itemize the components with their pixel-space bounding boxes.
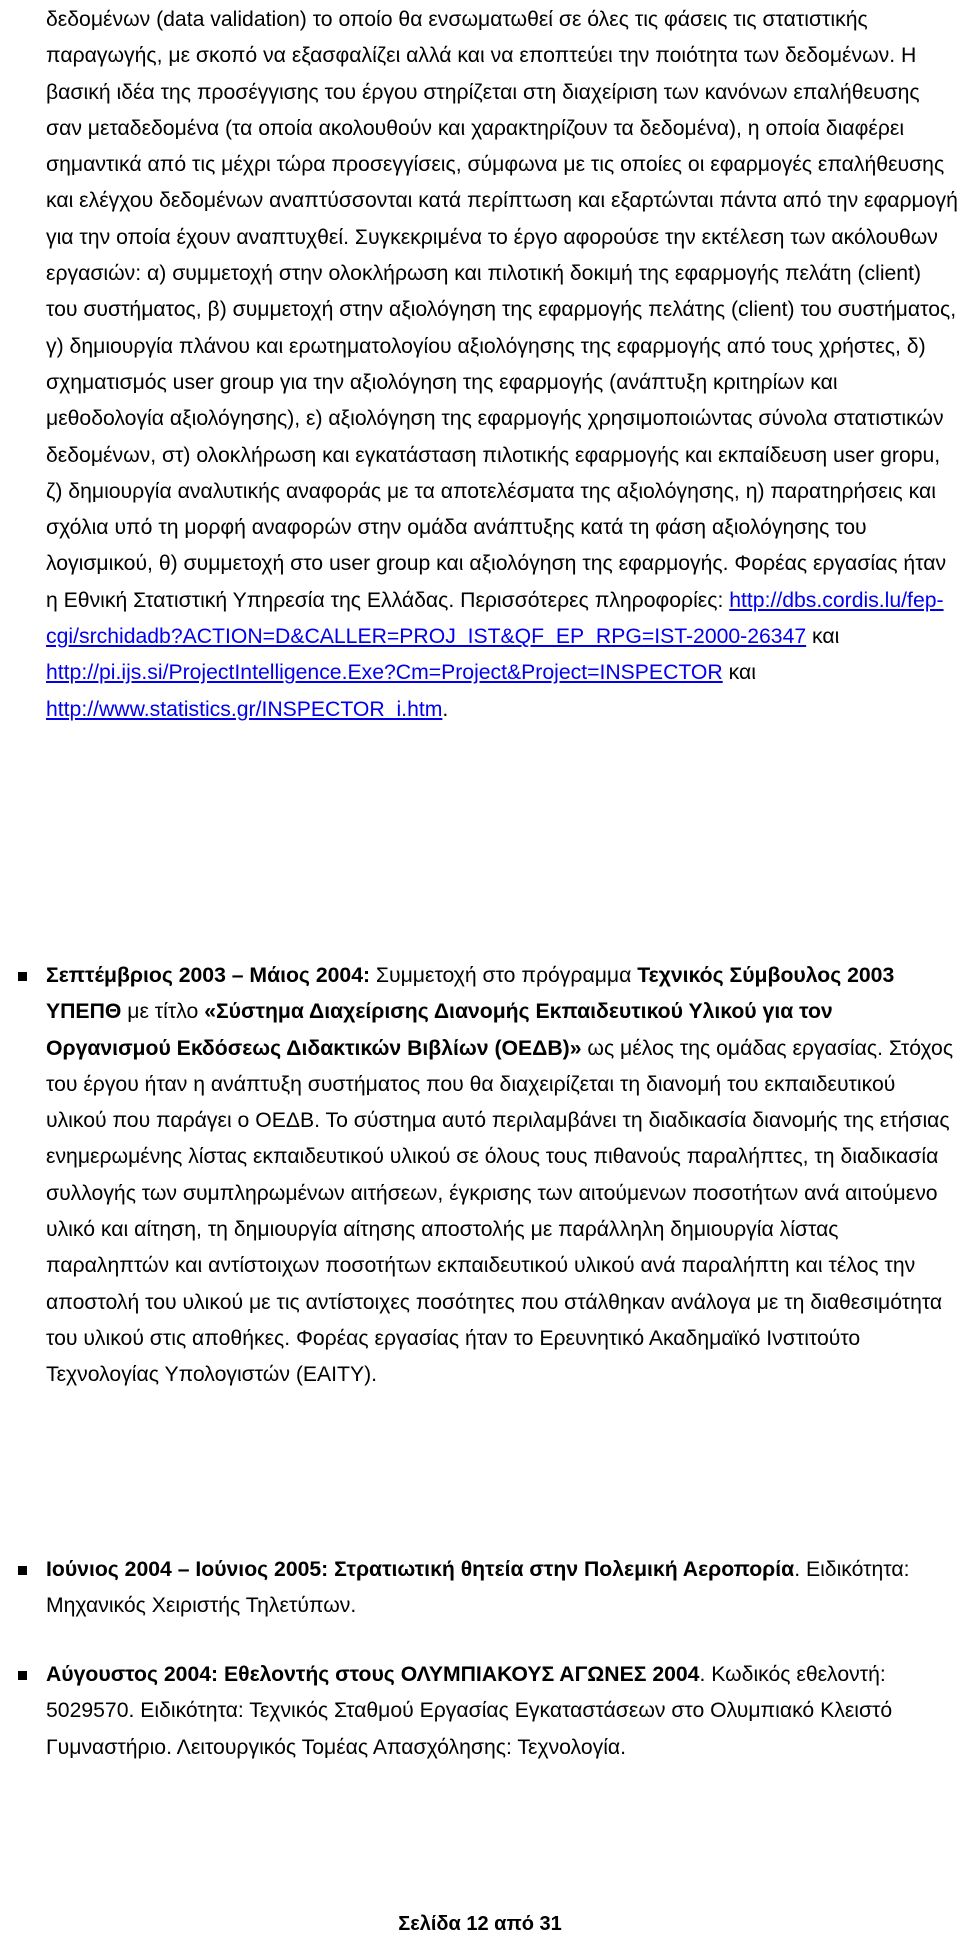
- conjunction-text: και: [722, 661, 756, 685]
- entry-date: Αύγουστος 2004:: [46, 1663, 219, 1686]
- paragraph-text: δεδομένων (data validation) το οποίο θα ενσωματωθεί σε όλες τις φάσεις τις στατιστικής παραγωγής, με σκοπό να εξασφαλίζει αλλά και να εποπτεύει την ποιότητα των δεδομένων. Η βασική ιδέα της προσέγγισης του έργου στηρίζεται στη διαχείριση των κανόνων επαλήθευσης σαν μεταδεδομένα (τα οποία ακολουθούν και χαρακτηρίζουν τα δεδομένα), η οποία διαφέρει σημαντικά από τις μέχρι τώρα προσεγγίσεις, σύμφωνα με τις οποίες οι εφαρμογές επαλήθευσης και ελέγχου δεδομένων αναπτύσσονται κατά περίπτωση και εξαρτώνται πάντα από την εφαρμογή για την οποία έχουν αναπτυχθεί. Συγκεκριμένα το έργο αφορούσε την εκτέλεση των ακόλουθων εργασιών: α) συμμετοχή στην ολοκλήρωση και πιλοτική δοκιμή της εφαρμογής πελάτη (client) του συστήματος, β) συμμετοχή στην αξιολόγηση της εφαρμογής πελάτης (client) του συστήματος, γ) δημιουργία πλάνου και ερωτηματολογίου αξιολόγησης της εφαρμογής από τους χρήστες, δ) σχηματισμός user group για την αξιολόγηση της εφαρμογής (ανάπτυξη κριτηρίων και μεθοδολογία αξιολόγησης), ε) αξιολόγηση της εφαρμογής χρησιμοποιώντας σύνολα στατιστικών δεδομένων, στ) ολοκλήρωση και εγκατάσταση πιλοτικής εφαρμογής και εκπαίδευση user gropu, ζ) δημιουργία αναλυτικής αναφοράς με τα αποτελέσματα της αξιολόγησης, η) παρατηρήσεις και σχόλια υπό τη μορφή αναφορών στην ομάδα ανάπτυξης κατά τη φάση αξιολόγησης του λογισμικού, θ) συμμετοχή στο user group και αξιολόγηση της εφαρμογής. Φορέας εργασίας ήταν η Εθνική Στατιστική Υπηρεσία της Ελλάδας. Περισσότερες πληροφορίες:: [46, 8, 958, 612]
- entry-date: Ιούνιος 2004 – Ιούνιος 2005:: [46, 1558, 329, 1581]
- program-name: Τεχνικός Σύμβουλος 2003 ΥΠΕΠΘ: [46, 964, 895, 1024]
- volunteer-title: Εθελοντής στους ΟΛΥΜΠΙΑΚΟΥΣ ΑΓΩΝΕΣ 2004: [223, 1663, 700, 1686]
- bullet-square-icon: [18, 972, 27, 981]
- entry-text: [46, 1552, 956, 1625]
- continuation-paragraph: [46, 2, 958, 728]
- project-intelligence-link[interactable]: http://pi.ijs.si/ProjectIntelligence.Exe?Cm=Project&Project=INSPECTOR: [46, 661, 723, 685]
- bullet-square-icon: [18, 1671, 27, 1680]
- statistics-gr-link[interactable]: http://www.statistics.gr/INSPECTOR_i.htm: [46, 697, 443, 721]
- entry-description: . Κωδικός εθελοντή: 5029570. Ειδικότητα: Τεχνικός Σταθμού Εργασίας Εγκαταστάσεων στο Ολυμπιακό Κλειστό Γυμναστήριο. Λειτουργικός Τομέας Απασχόλησης: Τεχνολογία.: [46, 1663, 893, 1759]
- entry-description: ως μέλος της ομάδας εργασίας. Στόχος του έργου ήταν η ανάπτυξη συστήματος που θα διαχειρίζεται τη διανομή του εκπαιδευτικού υλικού που παράγει ο ΟΕΔΒ. Το σύστημα αυτό περιλαμβάνει τη διαδικασία διανομής της ετήσιας ενημερωμένης λίστας εκπαιδευτικού υλικού σε όλους τους πιθανούς παραλήπτες, τη διαδικασία συλλογής των συμπληρωμένων αιτήσεων, έγκρισης των αιτούμενων ποσοτήτων ανά αιτούμενο υλικό και αίτηση, τη δημιουργία αίτησης αποστολής με παράλληλη δημιουργία λίστας παραληπτών και αντίστοιχων ποσοτήτων εκπαιδευτικού υλικού ανά παραλήπτη και τέλος την αποστολή του υλικού με τις αντίστοιχες ποσότητες που στάλθηκαν ανάλογα με τη διαθεσιμότητα του υλικού στις αποθήκες. Φορέας εργασίας ήταν το Ερευνητικό Ακαδημαϊκό Ινστιτούτο Τεχνολογίας Υπολογιστών (ΕΑΙΤΥ).: [46, 1036, 954, 1387]
- bullet-square-icon: [18, 1566, 27, 1575]
- cordis-link[interactable]: http://dbs.cordis.lu/fep-cgi/srchidadb?ACTION=D&CALLER=PROJ_IST&QF_EP_RPG=IST-2000-26347: [46, 588, 944, 649]
- entry-text: [46, 1657, 956, 1766]
- entry-description: . Ειδικότητα: Μηχανικός Χειριστής Τηλετύπων.: [46, 1558, 910, 1618]
- entry-text-part: Συμμετοχή στο πρόγραμμα: [370, 964, 638, 987]
- service-title: Στρατιωτική θητεία στην Πολεμική Αεροπορία: [334, 1558, 795, 1581]
- period-text: .: [442, 697, 449, 721]
- entry-text: [46, 958, 956, 1394]
- entry-text-part: με τίτλο: [121, 1000, 205, 1024]
- page-number-footer: Σελίδα 12 από 31: [398, 1913, 562, 1935]
- project-title: «Σύστημα Διαχείρισης Διανομής Εκπαιδευτικού Υλικού για τον Οργανισμού Εκδόσεως Διδακτικών Βιβλίων (ΟΕΔΒ)»: [46, 1000, 833, 1060]
- entry-date: Σεπτέμβριος 2003 – Μάιος 2004:: [46, 964, 371, 987]
- conjunction-text: και: [806, 625, 840, 649]
